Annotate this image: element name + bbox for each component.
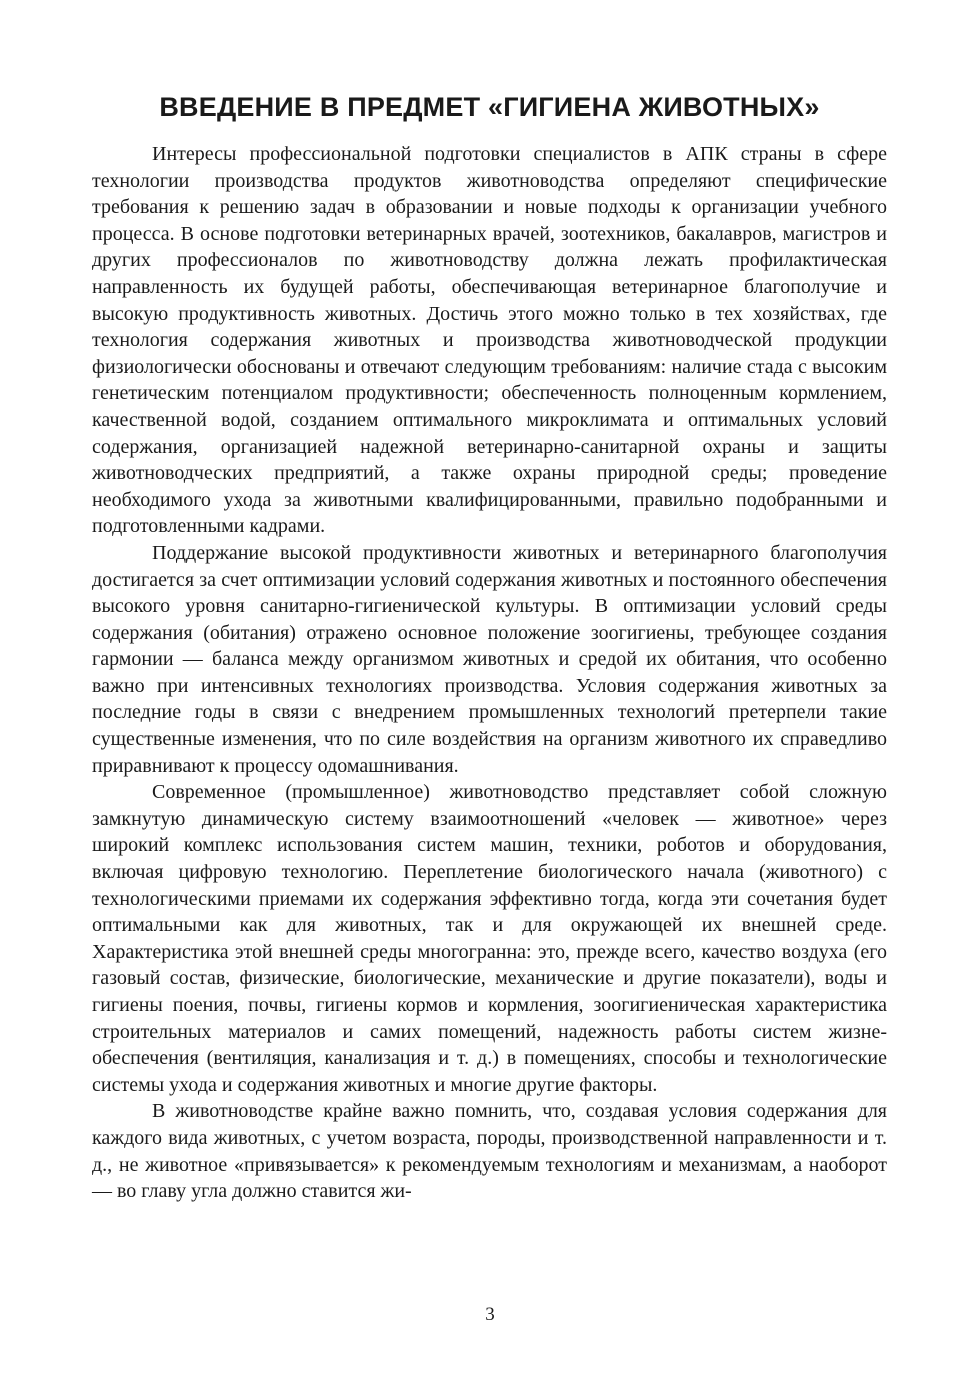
document-page	[92, 92, 887, 1205]
paragraph-1: Интересы профессиональной подготовки специалистов в АПК страны в сфере технологии производства продуктов животноводства определяют специфические требования к решению задач в образовании и новые подходы к организации учебного процесса. В основе подготовки ветеринарных врачей, зоотехников, бакалавров, магистров и других профессионалов по животноводству должна лежать профилактическая направленность их будущей работы, обеспечивающая ветеринарное благополучие и высокую продуктивность животных. Достичь этого можно только в тех хозяйствах, где технология содержания животных и производства животноводческой продукции физиологически обоснованы и отвечают следующим требованиям: наличие стада с высоким генетическим потенциалом продуктивности; обеспеченность полноценным кормлением, качественной водой, созданием оптимального микроклимата и оптимальных условий содержания, организацией надежной ветеринарно-санитарной охраны и защиты животноводческих предприятий, а также охраны природной среды; проведение необходимого ухода за животными квалифицированными, правильно подобранными и подготовленными кадрами.	[92, 143, 887, 538]
paragraph-4: В животноводстве крайне важно помнить, что, создавая условия содержания для каждого вида животных, с учетом возраста, породы, производственной направленности и т. д., не животное «привязывается» к рекомендуемым технологиям и механизмам, а наоборот — во главу угла должно ставится жи-	[92, 1100, 887, 1203]
paragraph-3: Современное (промышленное) животноводство представляет собой сложную замкнутую динамическую систему взаимоотношений «человек — животное» через широкий комплекс использования систем машин, техники, роботов и оборудования, включая цифровую технологию. Переплетение биологического начала (животного) с технологическими приемами их содержания эффективно тогда, когда эти сочетания будет оптимальными как для животных, так и для окружающей их внешней среде. Характеристика этой внешней среды многогранна: это, прежде всего, качество воздуха (его газовый состав, физические, биологические, механические и другие показатели), воды и гигиены поения, почвы, гигиены кормов и кормления, зоогигиеническая характеристика строительных материалов и самих помещений, надежность работы систем жизнеобеспечения (вентиляция, канализация и т. д.) в помещениях, способы и технологические системы ухода и содержания животных и многие другие факторы.	[92, 781, 887, 1096]
page-title: ВВЕДЕНИЕ В ПРЕДМЕТ «ГИГИЕНА ЖИВОТНЫХ»	[159, 92, 820, 122]
page-number: 3	[485, 1304, 495, 1325]
paragraph-2: Поддержание высокой продуктивности животных и ветеринарного благополучия достигается за счет оптимизации условий содержания животных и постоянного обеспечения высокого уровня санитарно-гигиенической культуры. В оптимизации условий среды содержания (обитания) отражено основное положение зоогигиены, требующее создания гармонии — баланса между организмом животных и средой их обитания, что особенно важно при интенсивных технологиях производства. Условия содержания животных за последние годы в связи с внедрением промышленных технологий претерпели такие существенные изменения, что по силе воздействия на организм животного их справедливо приравнивают к процессу одомашнивания.	[92, 541, 887, 777]
